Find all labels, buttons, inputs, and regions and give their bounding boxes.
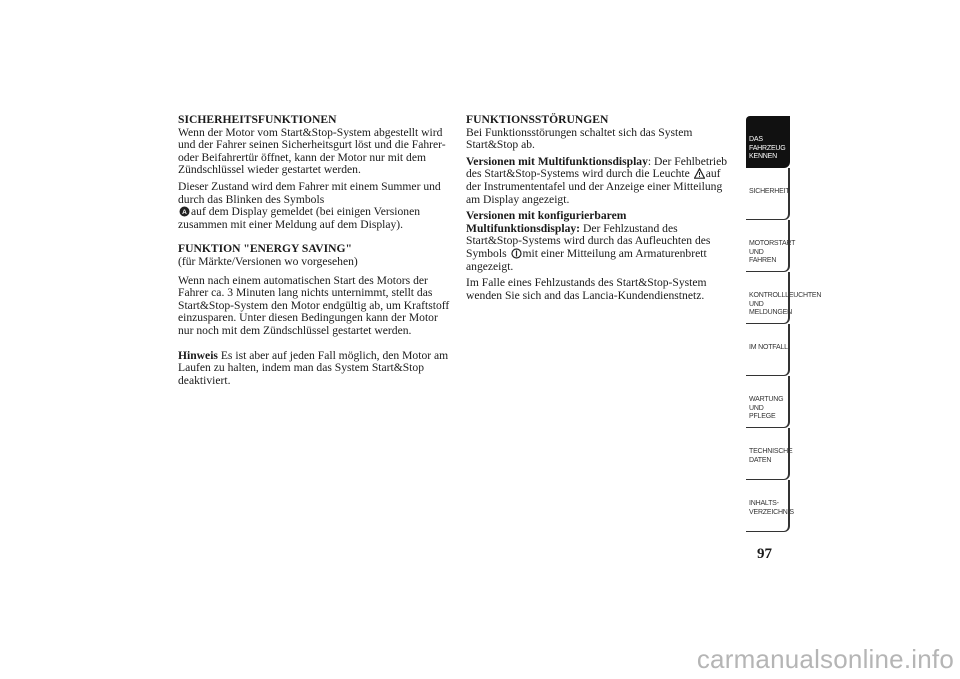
svg-text:A: A xyxy=(182,209,187,217)
left-column xyxy=(178,114,450,391)
paragraph-hint xyxy=(178,350,450,388)
paragraph-safety-2-after: auf dem Display gemeldet (bei einigen Versionen zusammen mit einer Meldung auf dem Display). xyxy=(178,205,421,231)
paragraph-safety-1: Wenn der Motor vom Start&Stop-System abgestellt wird und der Fahrer seinen Sicherheitsgurt löst und die Fahrer- oder Beifahrertür öffnet, kann der Motor nur mit dem Zündschlüssel wieder gestartet werden. xyxy=(178,125,446,177)
tab-technische-daten[interactable]: TECHNISCHE DATEN xyxy=(746,428,790,480)
tab-sicherheit[interactable]: SICHERHEIT xyxy=(746,168,790,220)
paragraph-fault-3 xyxy=(466,210,736,273)
heading-energy-saving: FUNKTION "ENERGY SAVING" xyxy=(178,242,352,256)
right-column xyxy=(466,114,736,306)
heading-funktionsstoerungen: FUNKTIONSSTÖRUNGEN xyxy=(466,113,609,126)
paragraph-energy-saving: Wenn nach einem automatischen Start des Motors der Fahrer ca. 3 Minuten lang nichts unternimmt, stellt das Start&Stop-System den Motor endgültig ab, um Kraftstoff einzusparen. Unter diesen Bedingungen kann der Motor nur noch mit dem Zündschlüssel gestartet werden. xyxy=(178,273,450,337)
tab-das-fahrzeug-kennen[interactable]: DAS FAHRZEUG KENNEN xyxy=(746,116,790,168)
fault-3-after: mit einer Mitteilung am Armaturenbrett angezeigt. xyxy=(466,246,707,273)
tab-motorstart-und-fahren[interactable]: MOTORSTART UND FAHREN xyxy=(746,220,790,272)
paragraph-safety-2 xyxy=(178,181,450,231)
tab-inhaltsverzeichnis[interactable]: INHALTS- VERZEICHNIS xyxy=(746,480,790,532)
start-stop-fault-icon xyxy=(511,248,522,259)
fault-2-before: : Der Fehlbetrieb des Start&Stop-Systems wird durch die Leuchte xyxy=(466,154,728,181)
hint-text: Es ist aber auf jeden Fall möglich, den Motor am Laufen zu halten, indem man das System Start&Stop deaktiviert. xyxy=(178,348,449,387)
page-number: 97 xyxy=(757,546,772,562)
fault-2-after: auf der Instrumententafel und der Anzeige einer Mitteilung am Display angezeigt. xyxy=(466,167,723,206)
heading-energy-saving-sub: (für Märkte/Versionen wo vorgesehen) xyxy=(178,254,358,268)
paragraph-fault-1: Bei Funktionsstörungen schaltet sich das System Start&Stop ab. xyxy=(466,125,693,152)
paragraph-safety-2-before: Dieser Zustand wird dem Fahrer mit einem Summer und durch das Blinken des Symbols xyxy=(178,179,441,206)
hint-label: Hinweis xyxy=(178,348,218,362)
heading-sicherheitsfunktionen: SICHERHEITSFUNKTIONEN xyxy=(178,113,337,126)
paragraph-fault-4: Im Falle eines Fehlzustands des Start&Stop-System wenden Sie sich and das Lancia-Kundendienstnetz. xyxy=(466,276,707,302)
fault-2-label: Versionen mit Multifunktionsdisplay xyxy=(466,154,648,168)
warning-triangle-icon xyxy=(694,168,705,179)
watermark: carmanualsonline.info xyxy=(696,644,954,674)
chapter-tabs xyxy=(746,116,822,532)
fault-3-label: Versionen mit konfigurierbarem Multifunktionsdisplay: xyxy=(466,209,627,235)
fault-3-before: Der Fehlzustand des Start&Stop-Systems wird durch das Aufleuchten des Symbols xyxy=(466,221,711,260)
start-stop-symbol-icon xyxy=(179,206,190,217)
tab-im-notfall[interactable]: IM NOTFALL xyxy=(746,324,790,376)
paragraph-fault-2 xyxy=(466,156,736,206)
tab-wartung-und-pflege[interactable]: WARTUNG UND PFLEGE xyxy=(746,376,790,428)
tab-kontrollleuchten-und-meldungen[interactable]: KONTROLLLEUCHTEN UND MELDUNGEN xyxy=(746,272,790,324)
